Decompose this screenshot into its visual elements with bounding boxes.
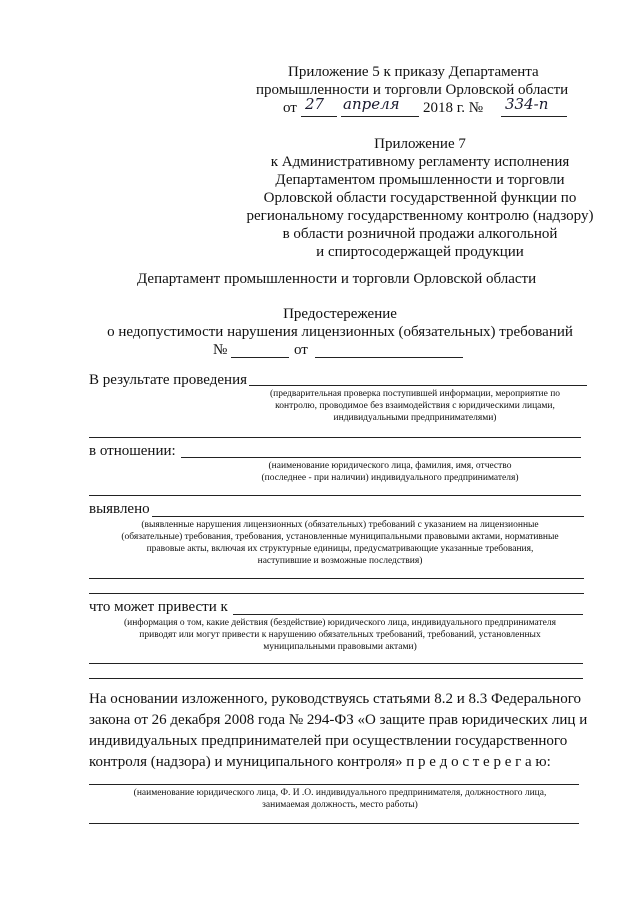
month-line (341, 116, 419, 117)
regard-hint-1: (наименование юридического лица, фамилия, имя, отчество (268, 461, 512, 471)
appendix7-line-4: региональному государственному контролю (надзору) (246, 208, 594, 224)
final-hint-2: занимаемая должность, место работы) (262, 800, 418, 810)
handwritten-month: апреля (343, 95, 400, 113)
header-line-2: промышленности и торговли Орловской области (256, 82, 569, 98)
may-input-line[interactable] (233, 614, 583, 615)
appendix7-line-1: к Административному регламенту исполнения (270, 154, 570, 170)
found-hint-4: наступившие и возможные последствия) (257, 556, 423, 566)
result-input-line[interactable] (249, 385, 587, 386)
regard-input-line[interactable] (181, 457, 581, 458)
found-extra-line-1[interactable] (89, 578, 584, 579)
result-hint-1: (предварительная проверка поступившей информации, мероприятие по (269, 389, 561, 399)
appendix7-line-3: Орловской области государственной функции по (263, 190, 577, 206)
found-label: выявлено (89, 501, 150, 517)
warning-date-line (315, 357, 463, 358)
basis-line-4 (89, 753, 551, 772)
final-extra-line[interactable] (89, 823, 579, 824)
result-label: В результате проведения (89, 372, 247, 388)
final-input-line[interactable] (89, 784, 579, 785)
basis-warn-word: п р е д о с т е р е г а ю: (406, 754, 551, 770)
appendix7-line-2: Департаментом промышленности и торговли (275, 172, 565, 188)
found-hint-1: (выявленные нарушения лицензионных (обязательных) требований с указанием на лицензионные (141, 520, 539, 530)
result-hint-3: индивидуальными предпринимателями) (333, 413, 497, 423)
result-extra-line[interactable] (89, 437, 581, 438)
header-line-1: Приложение 5 к приказу Департамента (288, 64, 539, 80)
department-name: Департамент промышленности и торговли Орловской области (137, 271, 537, 287)
warning-from-label: от (294, 342, 308, 358)
regard-hint-2: (последнее - при наличии) индивидуального предпринимателя) (261, 473, 519, 483)
may-hint-2: приводят или могут привести к нарушению обязательных требований, требований, установленных (139, 630, 541, 640)
found-input-line[interactable] (152, 516, 584, 517)
warning-number-label: № (213, 342, 228, 358)
header-year-number: 2018 г. № (423, 100, 484, 116)
day-line (301, 116, 337, 117)
may-hint-1: (информация о том, какие действия (бездействие) юридического лица, индивидуального предпринимателя (124, 618, 556, 628)
warning-title: Предостережение (283, 306, 397, 322)
basis-line-1: На основании изложенного, руководствуясь статьями 8.2 и 8.3 Федерального (89, 691, 581, 707)
may-hint-3: муниципальными правовыми актами) (263, 642, 417, 652)
found-hint-3: правовые акты, включая их структурные единицы, предусматривающие указанные требования, (146, 544, 534, 554)
final-hint-1: (наименование юридического лица, Ф. И .О. индивидуального предпринимателя, должностного лица, (133, 788, 547, 798)
header-from-label: от (283, 100, 297, 116)
warning-subtitle: о недопустимости нарушения лицензионных (обязательных) требований (107, 324, 573, 340)
may-extra-line-1[interactable] (89, 663, 583, 664)
number-line (501, 116, 567, 117)
basis-line-2: закона от 26 декабря 2008 года № 294-ФЗ «О защите прав юридических лиц и (89, 712, 588, 728)
regard-label: в отношении: (89, 443, 176, 459)
may-extra-line-2[interactable] (89, 678, 583, 679)
may-label: что может привести к (89, 599, 228, 615)
basis-line-3: индивидуальных предпринимателей при осуществлении государственного (89, 733, 568, 749)
found-extra-line-2[interactable] (89, 593, 584, 594)
regard-extra-line[interactable] (89, 495, 581, 496)
found-hint-2: (обязательные) требования, требования, установленные муниципальными правовыми актами, нормативные (121, 532, 559, 542)
basis-last-line: контроля (надзора) и муниципального контроля» (89, 754, 403, 770)
appendix7-line-5: в области розничной продажи алкогольной (282, 226, 558, 242)
result-hint-2: контролю, проводимое без взаимодействия с юридическими лицами, (275, 401, 555, 411)
warning-number-line (231, 357, 289, 358)
handwritten-day: 27 (305, 95, 325, 113)
appendix7-title: Приложение 7 (374, 136, 466, 152)
appendix7-line-6: и спиртосодержащей продукции (316, 244, 524, 260)
handwritten-number: 334-п (505, 95, 549, 113)
